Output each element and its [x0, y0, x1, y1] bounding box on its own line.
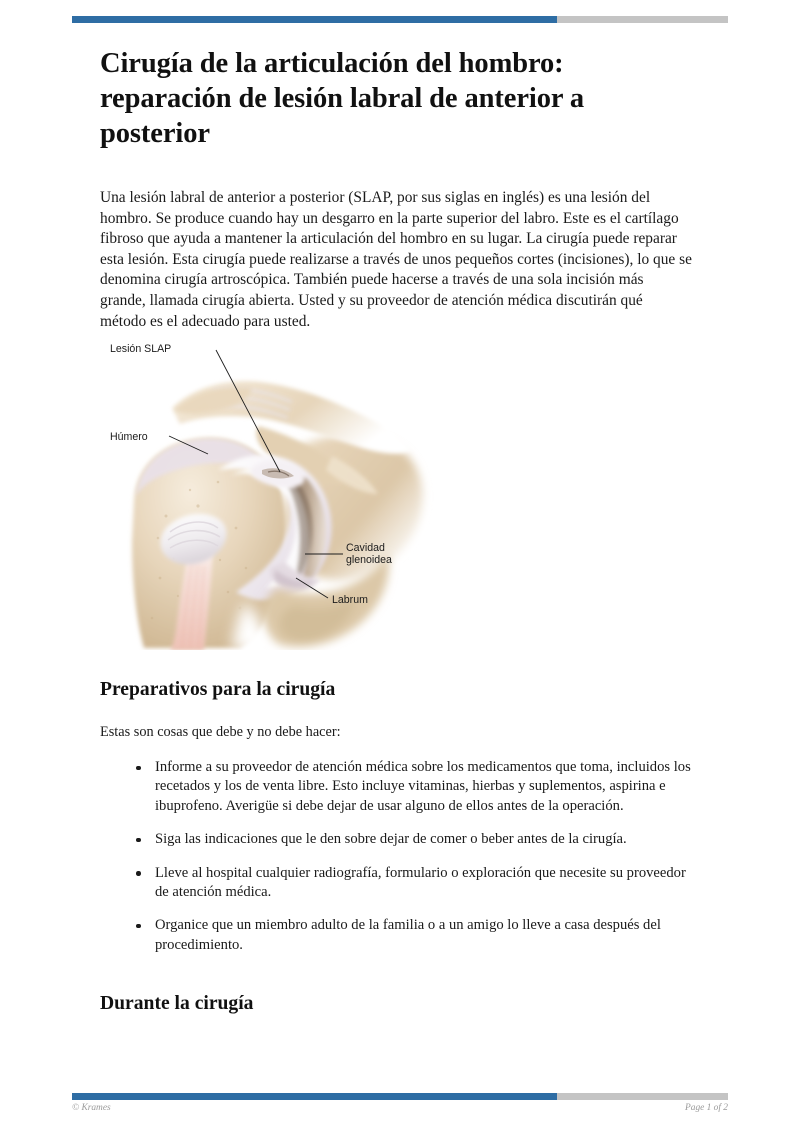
- header-rule: [72, 16, 728, 23]
- footer-page-number: Page 1 of 2: [685, 1103, 728, 1113]
- figure-label-lesion-slap: Lesión SLAP: [110, 343, 172, 355]
- section-lead-preparativos-wrap: [100, 723, 692, 742]
- figure-label-cavidad-glenoidea-line1: Cavidad: [346, 542, 385, 554]
- list-item-text: Siga las indicaciones que le den sobre dejar de comer o beber antes de la cirugía.: [155, 831, 627, 848]
- preparation-checklist: [129, 758, 695, 955]
- list-item: [129, 758, 695, 816]
- intro-paragraph: Una lesión labral de anterior a posterior (SLAP, por sus siglas en inglés) es una lesión del hombro. Se produce cuando hay un desgarro en la parte superior del labro. Este es el cartílago fibroso que ayuda a mantener la articulación del hombro en su lugar. La cirugía puede reparar esta lesión. Esta cirugía puede realizarse a través de unos pequeños cortes (incisiones), lo que se denomina cirugía artroscópica. También puede hacerse a través de una sola incisión más grande, llamada cirugía abierta. Usted y su proveedor de atención médica discutirán qué método es el adecuado para usted.: [100, 189, 692, 330]
- bullet-icon: [136, 838, 141, 843]
- shoulder-anatomy-illustration: [100, 330, 440, 650]
- figure-label-humero: Húmero: [110, 431, 148, 443]
- list-item: [129, 916, 695, 955]
- footer-copyright: © Krames: [72, 1103, 111, 1113]
- section-heading-preparativos: Preparativos para la cirugía: [100, 679, 336, 700]
- figure-label-labrum: Labrum: [332, 594, 368, 606]
- section-heading-preparativos-wrap: [100, 678, 692, 702]
- bullet-icon: [136, 924, 141, 929]
- bullet-icon: [136, 871, 141, 876]
- bullet-icon: [136, 766, 141, 771]
- shoulder-anatomy-svg: [100, 330, 440, 650]
- footer-rule-accent: [72, 1093, 557, 1100]
- section-lead-preparativos: Estas son cosas que debe y no debe hacer:: [100, 724, 341, 740]
- footer-rule: [72, 1093, 728, 1100]
- intro-block: [100, 188, 692, 332]
- list-item: [129, 830, 695, 849]
- section-heading-durante: Durante la cirugía: [100, 993, 254, 1014]
- page-title: Cirugía de la articulación del hombro: reparación de lesión labral de anterior a posterior: [100, 48, 585, 149]
- header-rule-gray: [557, 16, 728, 23]
- section-heading-durante-wrap: [100, 992, 692, 1016]
- list-item-text: Lleve al hospital cualquier radiografía, formulario o exploración que necesite su proveedor de atención médica.: [155, 864, 686, 901]
- header-rule-accent: [72, 16, 557, 23]
- title-block: [100, 46, 696, 177]
- list-item: [129, 864, 695, 903]
- footer-rule-gray: [557, 1093, 728, 1100]
- list-item-text: Organice que un miembro adulto de la familia o a un amigo lo lleve a casa después del procedimiento.: [155, 917, 661, 953]
- list-item-text: Informe a su proveedor de atención médica sobre los medicamentos que toma, incluidos los recetados y los de venta libre. Esto incluye vitaminas, hierbas y suplementos, aspirina e ibuprofeno. Averigüe si debe dejar de usar alguno de ellos antes de la operación.: [155, 759, 691, 814]
- figure-label-cavidad-glenoidea-line2: glenoidea: [346, 554, 392, 566]
